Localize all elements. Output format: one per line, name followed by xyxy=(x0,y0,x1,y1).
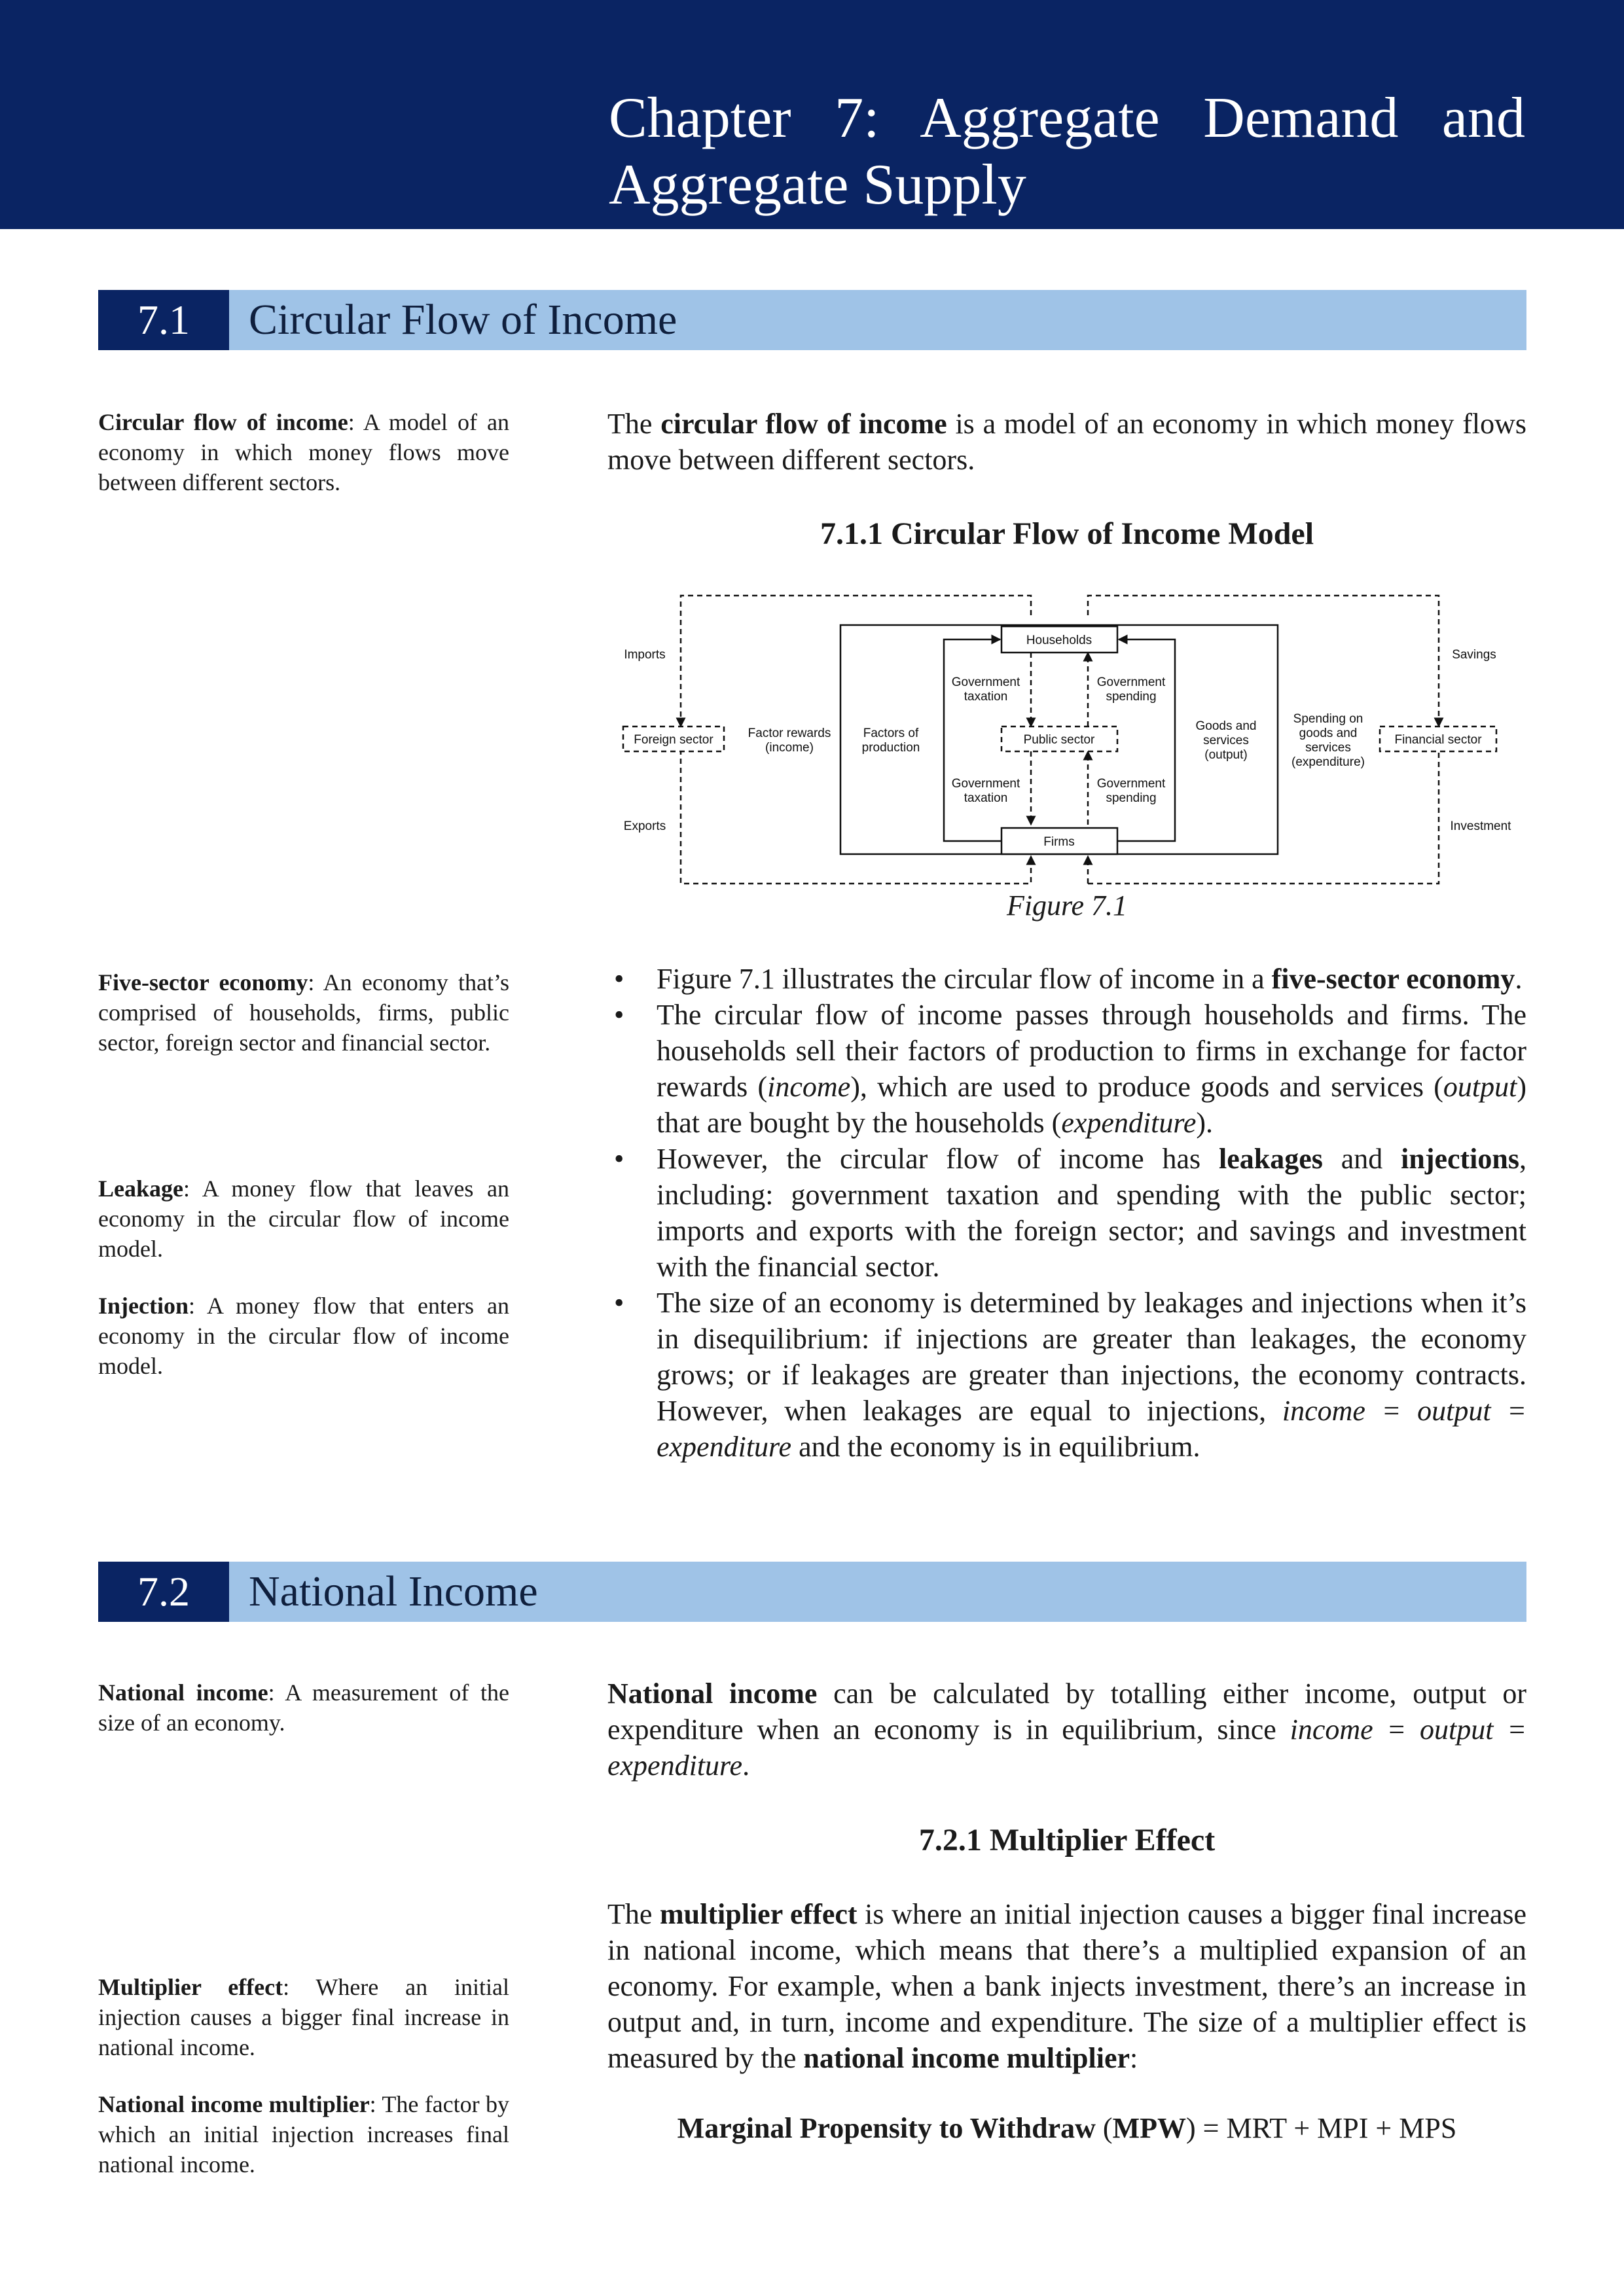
text-run: ), which are used to produce goods and services ( xyxy=(850,1071,1443,1103)
sidenote-term: Injection xyxy=(98,1293,189,1319)
bullet-item xyxy=(607,1141,1526,1285)
savings-label: Savings xyxy=(1452,648,1496,662)
goods-services-label: (output) xyxy=(1204,748,1248,762)
text-run: The circular flow of income passes through households and firms. The households sell their factors of production to firms in exchange for factor rewards ( xyxy=(657,999,1526,1103)
text-run: The size of an economy is determined by leakages and injections when it’s in disequilibrium: if injections are greater than leakages, the economy grows; or if leakages are greater than injections, the economy contracts. However, when leakages are equal to injections, xyxy=(657,1287,1526,1427)
factor-rewards-label: Factor rewards xyxy=(748,726,831,740)
bold-term: circular flow of income xyxy=(660,408,947,440)
gov-taxation-label: taxation xyxy=(964,690,1008,704)
subheading-7-2-1: 7.2.1 Multiplier Effect xyxy=(918,1823,1216,1857)
text-run: and xyxy=(1322,1143,1401,1175)
public-sector-label: Public sector xyxy=(1023,733,1095,747)
gov-taxation-label: Government xyxy=(951,777,1020,791)
text-run: Figure 7.1 illustrates the circular flow of income in a xyxy=(657,963,1272,995)
gov-taxation-label: taxation xyxy=(964,791,1008,805)
italic-term: expenditure xyxy=(1061,1107,1197,1139)
text-run: ) that are bought by the households ( xyxy=(657,1071,1526,1139)
text-run: , including: government taxation and spending with the public sector; imports and exports with the foreign sector; and savings and investment with the financial sector. xyxy=(657,1143,1527,1283)
gov-spending-label: Government xyxy=(1096,777,1166,791)
chapter-header-band xyxy=(0,0,1624,229)
spending-on-label: goods and xyxy=(1299,726,1358,740)
factor-rewards-label: (income) xyxy=(765,741,814,755)
spending-on-label: services xyxy=(1305,741,1351,755)
section-7-2-header xyxy=(98,1562,1526,1622)
sidenote-definition: : An economy that’s comprised of households, firms, public sector, foreign sector and financial sector. xyxy=(98,969,509,1056)
circular-flow-intro xyxy=(607,406,1526,478)
sidenote-term: National income multiplier xyxy=(98,2091,370,2117)
bullet-item xyxy=(607,961,1526,997)
bold-term: National income xyxy=(607,1677,818,1710)
sidenote-five-sector xyxy=(98,967,509,1058)
goods-services-label: services xyxy=(1203,734,1249,747)
text-run: is where an initial injection causes a bigger final increase in national income, which means that there’s a multiplied expansion of an economy. For example, when a bank injects investment, there’s an increase in output and, in turn, income and expenditure. The size of a multiplier effect is measured by the xyxy=(607,1898,1527,2074)
firms-label: Firms xyxy=(1043,835,1075,849)
circular-flow-bullets xyxy=(607,961,1526,1465)
text-run: : xyxy=(1130,2042,1138,2074)
italic-term: income = output = expenditure xyxy=(657,1395,1526,1463)
text-run: and the economy is in equilibrium. xyxy=(791,1431,1200,1463)
gov-spending-label: Government xyxy=(1096,675,1166,689)
sidenote-definition: : A measurement of the size of an economy. xyxy=(98,1679,509,1736)
mpw-formula xyxy=(607,2111,1526,2145)
italic-term: income xyxy=(767,1071,851,1103)
sidenote-national-income-multiplier xyxy=(98,2089,509,2179)
sidenote-circular-flow xyxy=(98,407,509,497)
text-run: . xyxy=(1515,963,1523,995)
sidenote-multiplier-effect xyxy=(98,1972,509,2062)
sidenote-national-income xyxy=(98,1677,509,1738)
text-run: However, the circular flow of income has xyxy=(657,1143,1219,1175)
goods-services-label: Goods and xyxy=(1195,719,1257,733)
section-7-1-header xyxy=(98,290,1526,350)
exports-label: Exports xyxy=(623,819,666,833)
foreign-sector-label: Foreign sector xyxy=(634,733,713,747)
sidenote-term: Five-sector economy xyxy=(98,969,308,996)
investment-label: Investment xyxy=(1450,819,1511,833)
financial-sector-label: Financial sector xyxy=(1394,733,1482,747)
sidenote-term: Circular flow of income xyxy=(98,409,348,435)
multiplier-effect-paragraph xyxy=(607,1896,1526,2076)
section-title: National Income xyxy=(249,1568,538,1615)
section-title: Circular Flow of Income xyxy=(249,296,677,344)
gov-spending-label: spending xyxy=(1106,791,1157,805)
national-income-intro xyxy=(607,1676,1526,1784)
text-run: The xyxy=(607,1898,660,1930)
imports-label: Imports xyxy=(624,648,666,662)
bold-term: injections xyxy=(1401,1143,1520,1175)
figure-caption: Figure 7.1 xyxy=(1006,889,1128,922)
bullet-item xyxy=(607,997,1526,1141)
subheading-7-1-1: 7.1.1 Circular Flow of Income Model xyxy=(820,516,1314,551)
text-run: ) = MRT + MPI + MPS xyxy=(1185,2112,1457,2144)
sidenote-definition: : The factor by which an initial injection increases final national income. xyxy=(98,2091,509,2178)
circular-flow-diagram xyxy=(609,586,1528,887)
bold-term: five-sector economy xyxy=(1271,963,1515,995)
italic-term: income = output = expenditure xyxy=(607,1713,1527,1782)
text-run: . xyxy=(742,1749,750,1782)
sidenote-term: National income xyxy=(98,1679,268,1706)
sidenote-definition: : A money flow that enters an economy in the circular flow of income model. xyxy=(98,1293,509,1379)
text-run: ). xyxy=(1196,1107,1214,1139)
bold-term: multiplier effect xyxy=(660,1898,857,1930)
spending-on-label: (expenditure) xyxy=(1291,755,1365,769)
bold-term: MPW xyxy=(1112,2112,1186,2144)
section-number: 7.1 xyxy=(98,290,229,350)
sidenote-term: Multiplier effect xyxy=(98,1974,283,2000)
bullet-item xyxy=(607,1285,1526,1465)
bold-term: leakages xyxy=(1219,1143,1323,1175)
gov-taxation-label: Government xyxy=(951,675,1020,689)
sidenote-leakage xyxy=(98,1174,509,1264)
sidenote-injection xyxy=(98,1291,509,1381)
italic-term: output xyxy=(1443,1071,1517,1103)
text-run: is a model of an economy in which money flows move between different sectors. xyxy=(607,408,1526,476)
text-run: The xyxy=(607,408,661,440)
text-run: can be calculated by totalling either income, output or expenditure when an economy is in equilibrium, since xyxy=(607,1677,1526,1746)
spending-on-label: Spending on xyxy=(1293,712,1363,726)
chapter-title: Chapter 7: Aggregate Demand and Aggregate Supply xyxy=(609,86,1525,217)
factors-of-production-label: Factors of xyxy=(863,726,919,740)
factors-of-production-label: production xyxy=(861,741,920,755)
sidenote-term: Leakage xyxy=(98,1175,183,1202)
gov-spending-label: spending xyxy=(1106,690,1157,704)
households-label: Households xyxy=(1026,634,1092,647)
text-run: ( xyxy=(1095,2112,1113,2144)
section-number: 7.2 xyxy=(98,1562,229,1622)
sidenote-definition: : A model of an economy in which money flows move between different sectors. xyxy=(98,409,509,495)
sidenote-definition: : Where an initial injection causes a bigger final increase in national income. xyxy=(98,1974,509,2060)
sidenote-definition: : A money flow that leaves an economy in the circular flow of income model. xyxy=(98,1175,509,1262)
bold-term: Marginal Propensity to Withdraw xyxy=(677,2112,1096,2144)
bold-term: national income multiplier xyxy=(803,2042,1130,2074)
